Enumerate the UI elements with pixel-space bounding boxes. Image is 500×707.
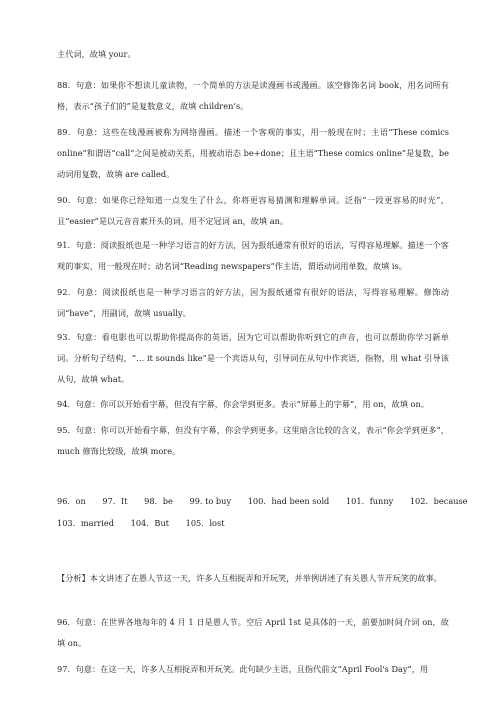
explanation-91: 91．句意：阅读报纸也是一种学习语言的好方法，因为报纸通常有很好的语法，写得容易理解。描述一个客观的事实，用一般现在时；动名词“Reading newspapers”作主语，谓语动词用单数，故填 is。 — [57, 240, 449, 271]
explanation-89: 89．句意：这些在线漫画被称为网络漫画。描述一个客观的事实，用一般现在时；主语“These comics online”和谓语“call”之间是被动关系，用被动语态 be+done；且主语“These comics online”是复数，be 动词用复数，故填 are called。 — [57, 127, 449, 179]
answer-item: 102．because — [409, 496, 468, 506]
paragraph-continuation: 主代词，故填 your。 — [57, 49, 136, 59]
explanation-97: 97．句意：在这一天，许多人互相捉弄和开玩笑。此句缺少主语，且指代前文“April Fool's Day”，用 — [57, 664, 429, 674]
explanation-96: 96．句意：在世界各地每年的 4 月 1 日是愚人节。空后 April 1st 是具体的一天，前要加时间介词 on，故填 on。 — [57, 617, 449, 648]
answer-item: 105．lost — [185, 518, 225, 528]
answer-item: 97．It — [102, 496, 128, 506]
analysis-paragraph: 【分析】本文讲述了在愚人节这一天，许多人互相捉弄和开玩笑，并举例讲述了有关愚人节开玩笑的故事。 — [57, 573, 442, 583]
explanation-93: 93．句意：看电影也可以帮助你提高你的英语，因为它可以帮助你听到它的声音，也可以帮助你学习新单词。分析句子结构，“… it sounds like”是一个宾语从句，引导词在从句中作宾语，指物，用 what 引导该从句，故填 what。 — [57, 332, 449, 384]
answer-item: 96．on — [57, 496, 86, 506]
explanation-95: 95．句意：你可以开始看字幕，但没有字幕，你会学到更多。这里暗含比较的含义，表示“你会学到更多”，much 修饰比较级，故填 more。 — [57, 425, 449, 456]
answer-item: 98．be — [144, 496, 173, 506]
answer-item: 104．But — [130, 518, 170, 528]
answer-item: 99. to buy — [189, 496, 232, 506]
answer-item: 103．married — [57, 518, 114, 528]
answer-item: 100．had been sold — [247, 496, 330, 506]
explanation-90: 90．句意：如果你已经知道一点发生了什么，你将更容易猜测和理解单词。泛指“一段更容易的时光”，且“easier”是以元音音素开头的词，用不定冠词 an，故填 an。 — [57, 195, 449, 226]
explanation-92: 92．句意：阅读报纸也是一种学习语言的好方法，因为报纸通常有很好的语法，写得容易理解。修饰动词“have”，用副词，故填 usually。 — [57, 287, 449, 318]
explanation-88: 88．句意：如果你不想读儿童读物，一个简单的方法是读漫画书或漫画。该空修饰名词 book，用名词所有格，表示“孩子们的”是复数意义，故填 children’s。 — [57, 80, 449, 111]
answer-key-row-2 — [57, 513, 238, 534]
answer-key-row-1 — [57, 491, 482, 512]
explanation-94: 94．句意：你可以开始看字幕，但没有字幕，你会学到更多。表示“屏幕上的字幕”，用 on，故填 on。 — [57, 399, 429, 409]
answer-item: 101．funny — [345, 496, 394, 506]
